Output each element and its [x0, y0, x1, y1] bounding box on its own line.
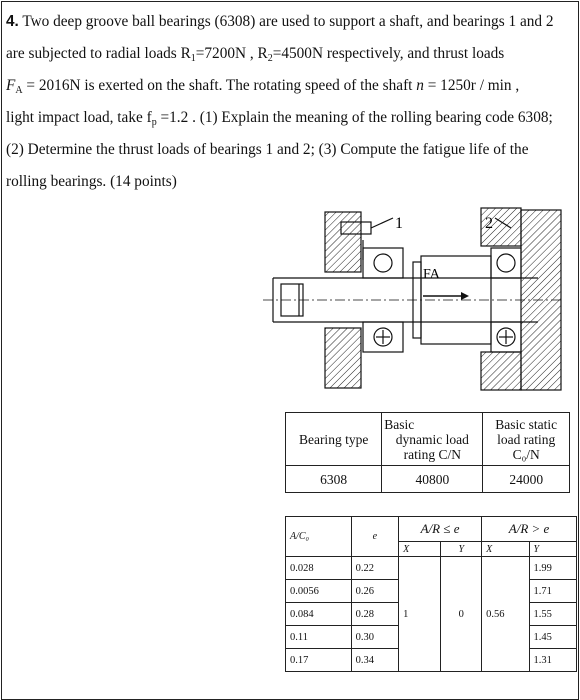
- left-housing-top: [325, 212, 361, 272]
- table-row: 0.0056 0.26 1.71: [286, 580, 577, 603]
- bearing-1-label: 1: [395, 215, 403, 232]
- problem-line-3: $F_A = 2016N$ is exerted on the shaft. The rotating speed of the shaft n = 1250r / min ,: [6, 77, 520, 96]
- header-y1: Y: [441, 542, 482, 557]
- header-ar-le-e: A/R ≤ e: [399, 517, 482, 542]
- bearing-1-top: [363, 248, 403, 278]
- value-dynamic-rating: 40800: [382, 466, 483, 493]
- load-factor-table: [285, 516, 577, 672]
- value-bearing-type: 6308: [286, 466, 382, 493]
- bearing-rating-table: [285, 412, 570, 493]
- thrust-label: FA: [423, 267, 440, 282]
- header-e: e: [351, 517, 398, 557]
- header-bearing-type: Bearing type: [286, 413, 382, 466]
- header-x2: X: [482, 542, 529, 557]
- rating-table-header: [286, 413, 570, 466]
- rating-table-row: [286, 466, 570, 493]
- left-housing-bottom: [325, 328, 361, 388]
- table-row: 0.028 0.22 1 0 0.56 1.99: [286, 557, 577, 580]
- problem-line-2: are subjected to radial loads $R_1=7200N$ , $R_2=4500N$ respectively, and thrust loads: [6, 45, 505, 64]
- header-y2: Y: [529, 542, 576, 557]
- problem-line-6: rolling bearings. (14 points): [6, 173, 177, 190]
- table-row: 0.084 0.28 1.55: [286, 603, 577, 626]
- problem-line-5: (2) Determine the thrust loads of bearings 1 and 2; (3) Compute the fatigue life of the: [6, 141, 529, 158]
- y-value-le: 0: [441, 557, 482, 672]
- header-x1: X: [399, 542, 441, 557]
- header-a-c0: A/C₀: [286, 517, 352, 557]
- bearing-2-label: 2: [485, 215, 493, 232]
- bearing-assembly-drawing: [263, 200, 575, 402]
- problem-statement: [6, 6, 572, 198]
- problem-number: 4.: [6, 13, 19, 30]
- table-row: 0.17 0.34 1.31: [286, 649, 577, 672]
- x-value-gt: 0.56: [482, 557, 529, 672]
- x-value-le: 1: [399, 557, 441, 672]
- bearing-2-top: [491, 248, 521, 278]
- table-row: 0.11 0.30 1.45: [286, 626, 577, 649]
- header-dynamic-rating: Basic dynamic load rating C/N: [382, 413, 483, 466]
- header-ar-gt-e: A/R > e: [482, 517, 577, 542]
- header-static-rating: Basic static load rating C₀/N: [483, 413, 570, 466]
- value-static-rating: 24000: [483, 466, 570, 493]
- problem-line-1: 4. Two deep groove ball bearings (6308) are used to support a shaft, and bearings 1 and 2: [6, 13, 554, 30]
- problem-line-4: light impact load, take $f_p =1.2$ . (1) Explain the meaning of the rolling bearing code 6308;: [6, 109, 553, 128]
